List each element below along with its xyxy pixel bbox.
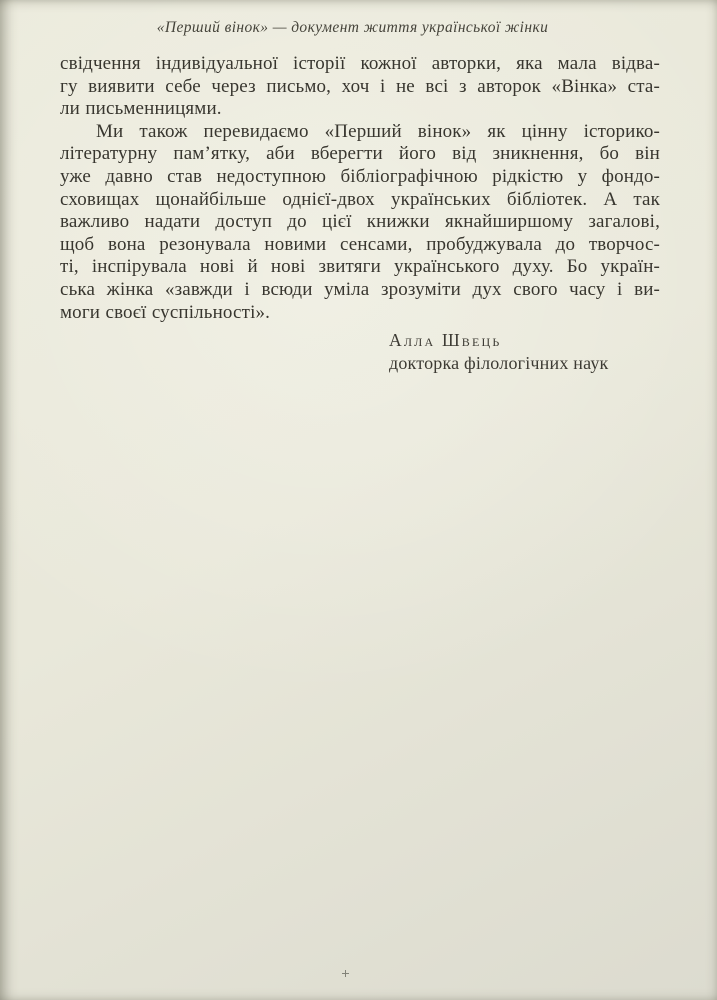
- text-line: ли письменницями.: [60, 98, 222, 120]
- text-line: ська жінка «завжди і всюди уміла зрозуміти дух свого часу і ви-: [60, 278, 660, 300]
- text-line: ті, інспірувала нові й нові звитяги українського духу. Бо україн-: [60, 256, 660, 278]
- text-line: свідчення індивідуальної історії кожної авторки, яка мала відва-: [60, 53, 660, 74]
- text-line: гу виявити себе через письмо, хоч і не всі з авторок «Вінка» ста-: [60, 75, 660, 97]
- running-header: «Перший вінок» — документ життя української жінки: [156, 19, 549, 36]
- body-text: [60, 53, 660, 324]
- text-line: Ми також перевидаємо «Перший вінок» як цінну історико-: [96, 120, 660, 142]
- signature-block: [389, 329, 609, 375]
- text-line: уже давно став недоступною бібліографічною рідкістю у фондо-: [60, 165, 660, 187]
- signature-title: докторка філологічних наук: [389, 353, 609, 373]
- signature-name: Алла Швець: [389, 330, 502, 350]
- text-line: важливо надати доступ до цієї книжки якнайширшому загалові,: [60, 211, 660, 233]
- text-line: сховищах щонайбільше однієї-двох українських бібліотек. А так: [60, 188, 660, 210]
- text-line: щоб вона резонувала новими сенсами, пробуджувала до творчос-: [60, 233, 660, 255]
- text-line: літературну пам’ятку, аби вберегти його від зникнення, бо він: [60, 143, 660, 165]
- text-line: моги своєї суспільності».: [60, 301, 271, 323]
- registration-cross-mark: [342, 970, 349, 977]
